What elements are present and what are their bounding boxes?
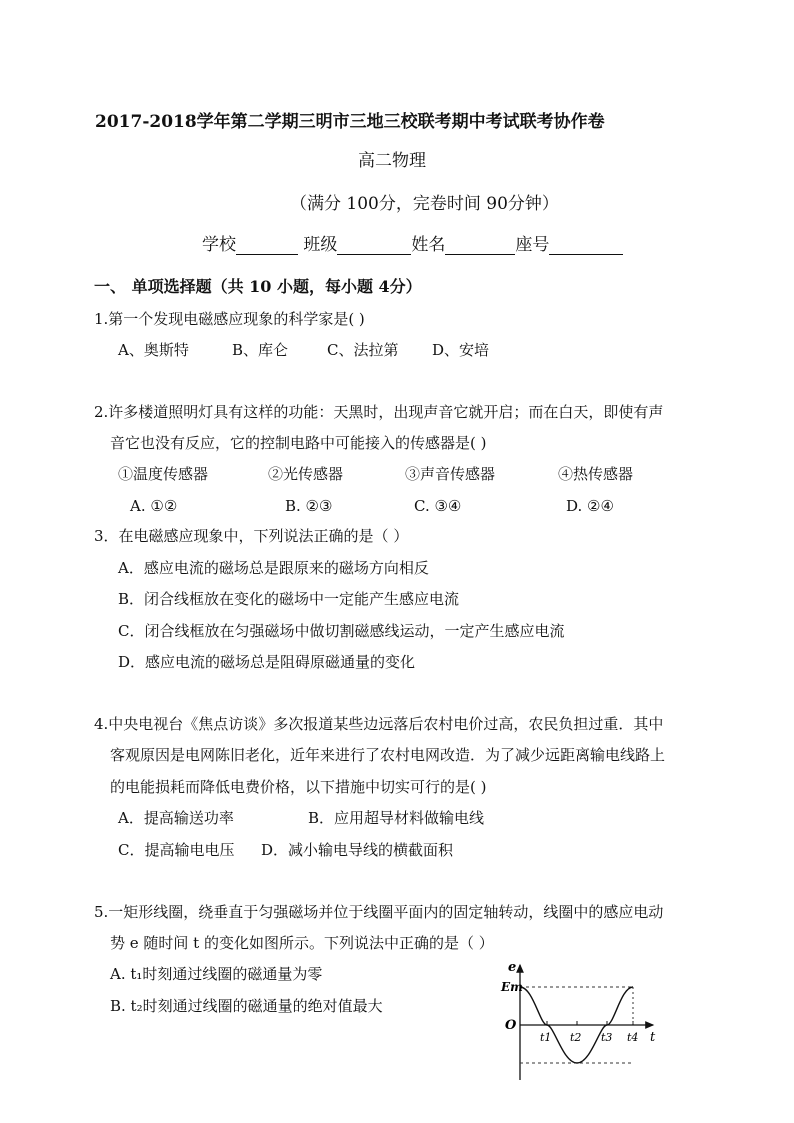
info-fields [202, 230, 623, 255]
subject-title: 高二物理 [358, 151, 426, 171]
field-name-label: 姓名 [411, 235, 446, 255]
q3-option-d: D．感应电流的磁场总是阻碍原磁通量的变化 [118, 653, 416, 671]
tick-t4: t4 [627, 1031, 639, 1044]
field-class-label: 班级 [303, 235, 338, 255]
q1-option-b: B、库仑 [232, 341, 289, 359]
q4-stem-line2: 客观原因是电网陈旧老化，近年来进行了农村电网改造．为了减少远距离输电线路上 [110, 746, 666, 764]
field-school-label: 学校 [202, 235, 236, 255]
field-seat-label: 座号 [515, 235, 550, 255]
q2-stem-line1: 2.许多楼道照明灯具有这样的功能：天黑时，出现声音它就开启；而在白天，即使有声 [94, 403, 664, 421]
q2-option-a: A. ①② [130, 497, 178, 515]
q5-stem-line2: 势 e 随时间 t 的变化如图所示。下列说法中正确的是（ ） [110, 934, 494, 952]
q2-item-4: ④热传感器 [558, 465, 634, 483]
exam-note: （满分 100分，完卷时间 90分钟） [290, 194, 559, 214]
school-blank[interactable] [236, 236, 298, 255]
q2-option-c: C. ③④ [414, 497, 462, 515]
q4-option-b: B．应用超导材料做输电线 [308, 809, 485, 827]
q4-option-c: C．提高输电电压 [118, 841, 235, 859]
tick-t3: t3 [601, 1031, 613, 1044]
q2-item-3: ③声音传感器 [405, 465, 496, 483]
q1-option-c: C、法拉第 [327, 341, 399, 359]
q3-option-b: B．闭合线框放在变化的磁场中一定能产生感应电流 [118, 590, 460, 608]
name-blank[interactable] [445, 236, 515, 255]
q1-option-d: D、安培 [432, 341, 490, 359]
q1-option-a: A、奥斯特 [118, 341, 189, 359]
q4-stem-line1: 4.中央电视台《焦点访谈》多次报道某些边远落后农村电价过高，农民负担过重．其中 [94, 715, 664, 733]
q1-stem: 1.第一个发现电磁感应现象的科学家是( ) [94, 310, 365, 328]
y-axis-label: e [508, 960, 517, 975]
q3-option-a: A．感应电流的磁场总是跟原来的磁场方向相反 [118, 559, 429, 577]
q2-option-b: B. ②③ [285, 497, 333, 515]
q2-stem-line2: 音它也没有反应，它的控制电路中可能接入的传感器是( ) [110, 434, 487, 452]
q5-stem-line1: 5.一矩形线圈，绕垂直于匀强磁场并位于线圈平面内的固定轴转动，线圈中的感应电动 [94, 903, 664, 921]
peak-label: Em [501, 980, 523, 994]
q2-option-d: D. ②④ [566, 497, 614, 515]
q3-stem: 3．在电磁感应现象中，下列说法正确的是（ ） [94, 527, 409, 545]
q3-option-c: C．闭合线框放在匀强磁场中做切割磁感线运动，一定产生感应电流 [118, 622, 565, 640]
emf-graph [495, 955, 665, 1085]
x-axis-label: t [650, 1030, 656, 1045]
origin-label: O [505, 1018, 517, 1033]
section-heading: 一、 单项选择题（共 10 小题，每小题 4分） [94, 277, 422, 296]
tick-t1: t1 [540, 1031, 552, 1044]
q4-stem-line3: 的电能损耗而降低电费价格，以下措施中切实可行的是( ) [110, 778, 487, 796]
q2-item-1: ①温度传感器 [118, 465, 209, 483]
q4-option-d: D．减小输电导线的横截面积 [261, 841, 454, 859]
q5-option-b: B. t₂时刻通过线圈的磁通量的绝对值最大 [110, 997, 383, 1015]
q2-item-2: ②光传感器 [268, 465, 344, 483]
tick-t2: t2 [570, 1031, 582, 1044]
class-blank[interactable] [337, 236, 411, 255]
q5-option-a: A. t₁时刻通过线圈的磁通量为零 [110, 965, 323, 983]
seat-blank[interactable] [549, 236, 623, 255]
exam-title: 2017-2018学年第二学期三明市三地三校联考期中考试联考协作卷 [95, 112, 605, 132]
q4-option-a: A．提高输送功率 [118, 809, 234, 827]
